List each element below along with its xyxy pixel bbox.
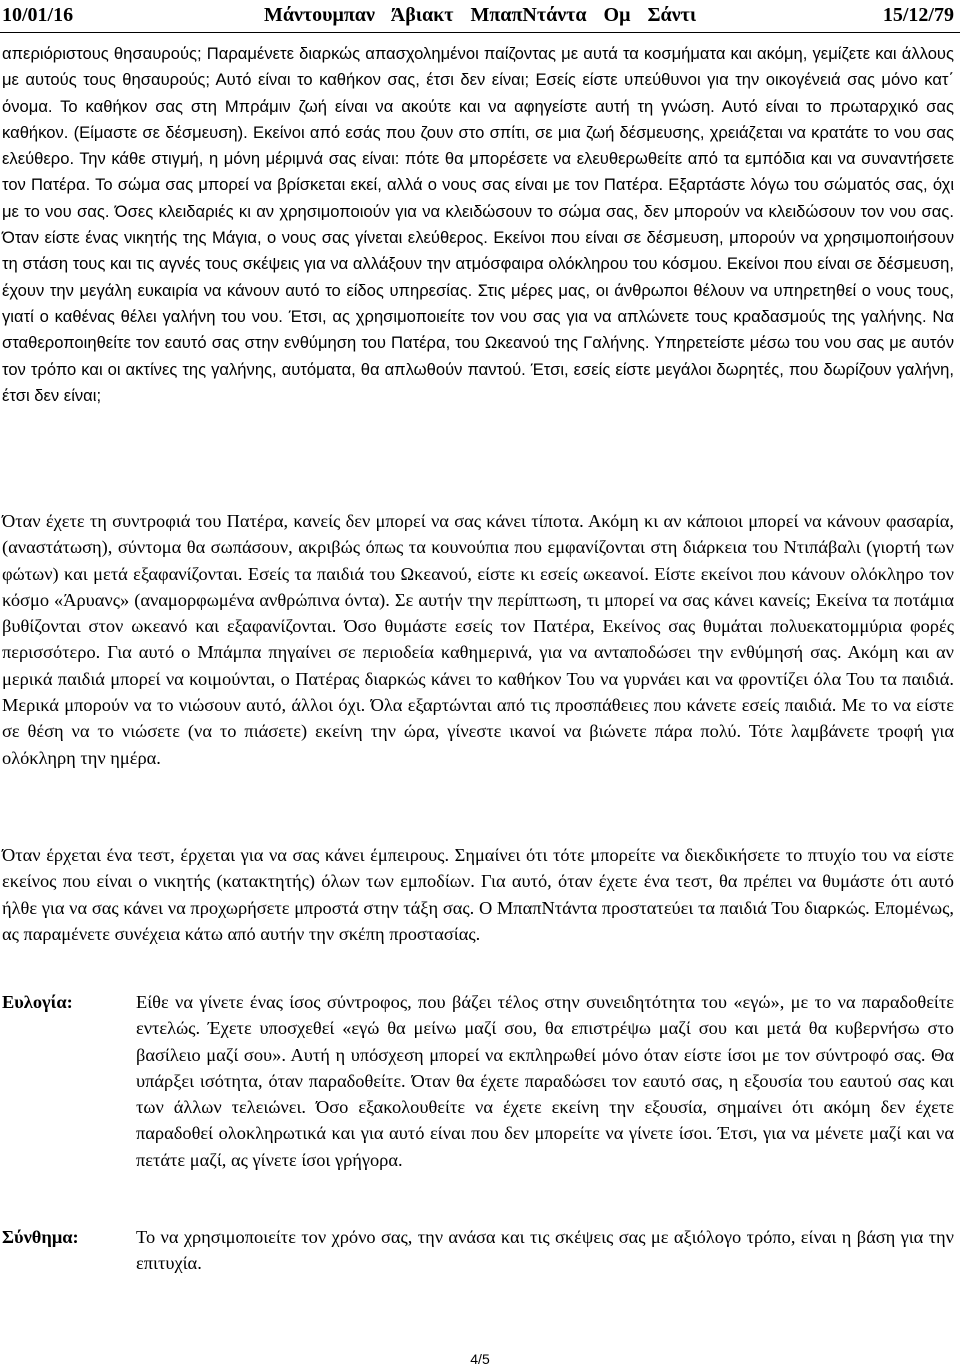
page-header (0, 0, 960, 34)
page-number: 4/5 (470, 1351, 490, 1367)
paragraph-3: Όταν έρχεται ένα τεστ, έρχεται για να σας κάνει έμπειρους. Σημαίνει ότι τότε μπορείτε να διεκδικήσετε το πτυχίο του να είστε εκείνος που είναι ο νικητής (κατακτητής) όλων των εμποδίων. Για αυτό, όταν έχετε ένα τεστ, θα πρέπει να θυμάστε ότι αυτό ήλθε για να σας κάνει να προχωρήσετε μπροστά στην τάξη σας. Ο ΜπαπΝτάντα προστατεύει τα παιδιά Του διαρκώς. Επομένως, ας παραμένετε συνέχεια κάτω από αυτήν την σκέπη προστασίας. (2, 845, 954, 944)
slogan-label: Σύνθημα: (2, 1227, 79, 1247)
blessing-label: Ευλογία: (2, 992, 73, 1012)
slogan-section (2, 1224, 954, 1280)
header-title: Μάντουμπαν Άβιακτ ΜπαπΝτάντα Ομ Σάντι (263, 4, 697, 26)
paragraph-2: Όταν έχετε τη συντροφιά του Πατέρα, κανείς δεν μπορεί να σας κάνει τίποτα. Ακόμη κι αν κάποιοι μπορεί να κάνουν φασαρία, (αναστάτωση), σύντομα θα σωπάσουν, ακριβώς όπως τα κουνούπια που εμφανίζονται στη διάρκεια του Ντιπάβαλι (γιορτή των φώτων) και μετά εξαφανίζονται. Εσείς τα παιδιά του Ωκεανού, είστε κι εσείς ωκεανοί. Είστε εκείνοι που κάνουν ολόκληρο τον κόσμο «Άρυανς» (αναμορφωμένα ανθρώπινα όντα). Σε αυτήν την περίπτωση, τι μπορεί να σας κάνει κανείς; Εκείνα τα ποτάμια βυθίζονται στον ωκεανό και εξαφανίζονται. Όσο θυμάστε εσείς τον Πατέρα, Εκείνος σας θυμάται πολυεκατομμύρια φορές περισσότερο. Για αυτό ο Μπάμπα πηγαίνει σε περιοδεία καθημερινά, για να ανταποδώσει την ενθύμησή σας. Ακόμη και αν μερικά παιδιά μπορεί να κοιμούνται, ο Πατέρας διαρκώς κάνει το καθήκον Του να γυρνάει και να φροντίζει όλα Του τα παιδιά. Μερικά μπορούν να το νιώσουν αυτό, άλλοι όχι. Όλα εξαρτώνται από τις προσπάθειες που κάνετε εσείς παιδιά. Με το να είστε σε θέση να το νιώσετε (να το πιάσετε) εκείνη την ώρα, γίνεστε ικανοί να βιώνετε πάρα πολύ. Τότε λαμβάνετε τροφή για ολόκληρη την ημέρα. (2, 511, 954, 768)
blessing-section (2, 989, 954, 1253)
slogan-text: Το να χρησιμοποιείτε τον χρόνο σας, την ανάσα και τις σκέψεις σας με αξιόλογο τρόπο, είναι η βάση για την επιτυχία. (136, 1227, 954, 1274)
header-right-date: 15/12/79 (882, 4, 954, 26)
header-left-date: 10/01/16 (2, 4, 74, 26)
paragraph-1: απεριόριστους θησαυρούς; Παραμένετε διαρκώς απασχολημένοι παίζοντας με αυτά τα κοσμήματα και ακόμη, γεμίζετε και άλλους με αυτούς τους θησαυρούς; Αυτό είναι το καθήκον σας, έτσι δεν είναι; Εσείς είστε υπεύθυνοι για την οικογένειά σας μόνο κατ΄ όνομα. Το καθήκον σας στη Μπράμιν ζωή είναι να ακούτε και να αφηγείστε αυτή τη γνώση. Αυτό είναι το πρωταρχικό σας καθήκον. (Είμαστε σε δέσμευση). Εκείνοι από εσάς που ζουν στο σπίτι, σε μια ζωή δέσμευσης, χρειάζεται να κρατάτε το νου σας ελεύθερο. Την κάθε στιγμή, η μόνη μέριμνά σας είναι: πότε θα μπορέσετε να ελευθερωθείτε από τα εμπόδια και να συναντήσετε τον Πατέρα. Το σώμα σας μπορεί να βρίσκεται εκεί, αλλά ο νους σας είναι με τον Πατέρα. Εξαρτάστε λόγω του σώματός σας, όχι με το νου σας. Όσες κλειδαριές κι αν χρησιμοποιούν για να κλειδώσουν το σώμα σας, δεν μπορούν να κλειδώσουν τον νου σας. Όταν είστε ένας νικητής της Μάγια, ο νους σας γίνεται ελεύθερος. Εκείνοι που είναι σε δέσμευση, μπορούν να χρησιμοποιήσουν τη στάση τους και τις αγνές τους σκέψεις για να αλλάξουν την ατμόσφαιρα ολόκληρου του κόσμου. Εκείνοι που είναι σε δέσμευση, έχουν την μεγάλη ευκαιρία να κάνουν αυτό το είδος υπηρεσίας. Στις μέρες μας, οι άνθρωποι θέλουν να υπηρετηθεί ο νους τους, γιατί ο καθένας θέλει γαλήνη του νου. Έτσι, ας χρησιμοποιείτε τον νου σας για να απλώνετε τους κραδασμούς της γαλήνης. Να σταθεροποιηθείτε τον εαυτό σας στην ενθύμηση του Πατέρα, του Ωκεανού της Γαλήνης. Υπηρετείστε μέσω του νου σας με αυτόν τον τρόπο και οι ακτίνες της γαλήνης, αυτόματα, θα απλωθούν παντού. Έτσι, εσείς είστε μεγάλοι δωρητές, που δωρίζουν γαλήνη, έτσι δεν είναι; (2, 44, 954, 405)
blessing-text: Είθε να γίνετε ένας ίσος σύντροφος, που βάζει τέλος στην συνειδητότητα του «εγώ», με το να παραδοθείτε εντελώς. Έχετε υποσχεθεί «εγώ θα μείνω μαζί σου, θα επιστρέψω μαζί σου και μετά θα κυβερνήσω στο βασίλειο μαζί σου». Αυτή η υπόσχεση μπορεί να εκπληρωθεί μόνο όταν είστε ίσοι με τον σύντροφό σας. Θα υπάρξει ισότητα, όταν παραδοθείτε. Όταν θα έχετε παραδώσει τον εαυτό σας, η εξουσία του εαυτού σας και των άλλων τελειώνει. Όσο εξακολουθείτε να έχετε εκείνη την εξουσία, σημαίνει ότι ακόμη δεν έχετε παραδοθεί ολοκληρωτικά και για αυτό είναι που δεν μπορείτε να γίνετε ίσοι. Έτσι, για να μένετε μαζί και να πετάτε μαζί, ας γίνετε ίσοι γρήγορα. (136, 992, 954, 1170)
header-rule (0, 32, 960, 33)
